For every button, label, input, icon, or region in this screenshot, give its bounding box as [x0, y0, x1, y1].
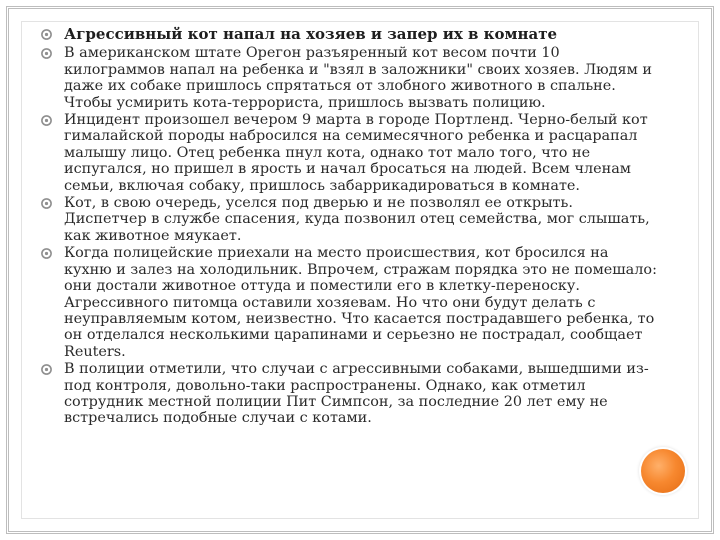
paragraph-text: В американском штате Орегон разъяренный кот весом почти 10 килограммов напал на ребенка и "взял в заложники" своих хозяев. Людям и даже их собаке пришлось спрятаться от злобного животного в спальне. Чтобы усмирить кота-террориста, пришлось вызвать полицию. [64, 45, 652, 111]
paragraph-text: Когда полицейские приехали на место происшествия, кот бросился на кухню и залез на холодильник. Впрочем, стражам порядка это не помешало: они достали животное оттуда и поместили его в клетку-переноску. Агрессивного питомца оставили хозяевам. Но что они будут делать с неуправляемым котом, неизвестно. Что касается пострадавшего ребенка, то он отделался несколькими царапинами и серьезно не пострадал, сообщает Reuters. [64, 245, 657, 360]
slide-title: Агрессивный кот напал на хозяев и запер их в комнате [64, 25, 558, 43]
bullet-item-1 [40, 45, 660, 111]
paragraph-text: Кот, в свою очередь, уселся под дверью и не позволял ее открыть. Диспетчер в службе спасения, куда позвонил отец семейства, мог слышать, как животное мяукает. [64, 195, 650, 244]
orange-circle-icon [641, 449, 685, 493]
ring-bullet-icon [40, 47, 53, 60]
bullet-item-title [40, 26, 660, 42]
bullet-item-4 [40, 245, 660, 360]
ring-bullet-icon [40, 197, 53, 210]
bullet-item-5 [40, 361, 660, 427]
ring-bullet-icon [40, 363, 53, 376]
ring-bullet-icon [40, 28, 53, 41]
ring-bullet-icon [40, 247, 53, 260]
paragraph-text: Инцидент произошел вечером 9 марта в городе Портленд. Черно-белый кот гималайской породы набросился на семимесячного ребенка и расцарапал малышу лицо. Отец ребенка пнул кота, однако тот мало того, что не испугался, но пришел в ярость и начал бросаться на людей. Всем членам семьи, включая собаку, пришлось забаррикадироваться в комнате. [64, 112, 648, 194]
paragraph-text: В полиции отметили, что случаи с агрессивными собаками, вышедшими из-под контроля, довольно-таки распространены. Однако, как отметил сотрудник местной полиции Пит Симпсон, за последние 20 лет ему не встречались подобные случаи с котами. [64, 361, 649, 427]
slide-content [40, 26, 660, 428]
ring-bullet-icon [40, 114, 53, 127]
bullet-item-2 [40, 112, 660, 194]
bullet-item-3 [40, 195, 660, 244]
